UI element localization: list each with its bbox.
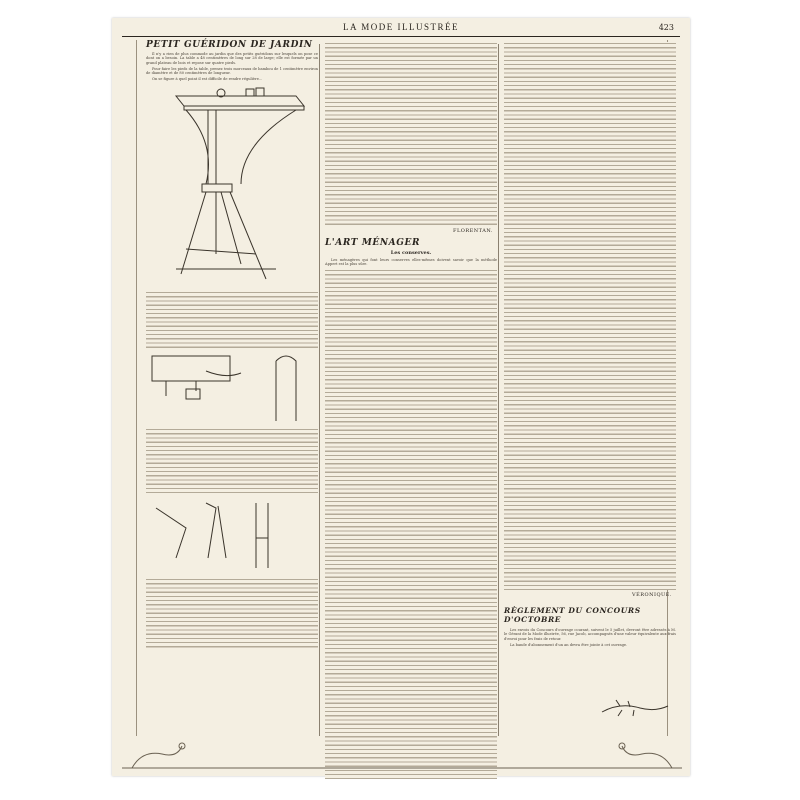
article-title-art-menager: L'ART MÉNAGER <box>325 238 421 248</box>
column-1 <box>146 40 318 750</box>
bottom-floral-border <box>122 740 682 770</box>
column-2 <box>325 40 497 750</box>
bamboo-tying-drawing <box>146 351 318 426</box>
bamboo-joint-drawing <box>146 498 318 576</box>
gueridon-figure-note: On se figure à quel point il est difficile de rendre régulière... <box>152 77 263 82</box>
column-separator <box>319 44 320 736</box>
header-rule <box>122 36 680 37</box>
magazine-title: LA MODE ILLUSTRÉE <box>343 22 459 32</box>
article-title-concours: RÈGLEMENT DU CONCOURS D'OCTOBRE <box>504 606 641 624</box>
gueridon-intro: Il n'y a rien de plus commode au jardin que des petits guéridons sur lesquels on pose ce dont on a besoin. La table a 48 centimètres de long sur 28 de large; elle est formée par un grand plateau de bois et repose sur quatre pieds. <box>146 52 318 65</box>
article-title-gueridon: PETIT GUÉRIDON DE JARDIN <box>146 40 313 50</box>
column-3 <box>504 40 676 750</box>
left-border-ornament <box>122 40 137 736</box>
gueridon-legs-text: Pour faire les pieds de la table, prenez trois morceaux de bambou de 1 centimètre environ de diamètre et de 80 centimètres de longueur. <box>146 66 318 76</box>
column-separator <box>498 44 499 736</box>
joint-illustration <box>146 498 318 576</box>
concours-text: Les envois du Concours d'ouvrage courant, suivent le 5 juillet, devront être adressés à M. le Gérant de la Mode illustrée, 56, rue Jacob, accompagnés d'une valeur équivalente aux frais d'envoi pour les frais de retour. <box>504 628 676 641</box>
gueridon-illustration <box>146 84 318 289</box>
bamboo-detail-illustration <box>146 351 318 426</box>
magazine-page <box>112 18 690 776</box>
concours-text-2: La bande d'abonnement d'un an devra être jointe à cet ouvrage. <box>510 642 628 647</box>
signature-florentan: FLORENTAN. <box>453 228 493 234</box>
text-block <box>504 42 676 590</box>
text-block <box>146 578 318 648</box>
gueridon-drawing <box>146 84 318 289</box>
text-block <box>325 42 497 226</box>
text-block <box>325 269 497 779</box>
art-menager-intro: Les ménagères qui font leurs conserves elles-mêmes doivent savoir que la méthode Appert est la plus sûre. <box>325 258 497 267</box>
text-block <box>146 428 318 496</box>
art-menager-subtitle: Les conserves. <box>390 250 432 256</box>
page-number: 423 <box>658 23 674 32</box>
signature-veronique: VÉRONIQUE. <box>631 592 672 598</box>
text-block <box>146 291 318 349</box>
lizard-ornament <box>600 698 670 720</box>
